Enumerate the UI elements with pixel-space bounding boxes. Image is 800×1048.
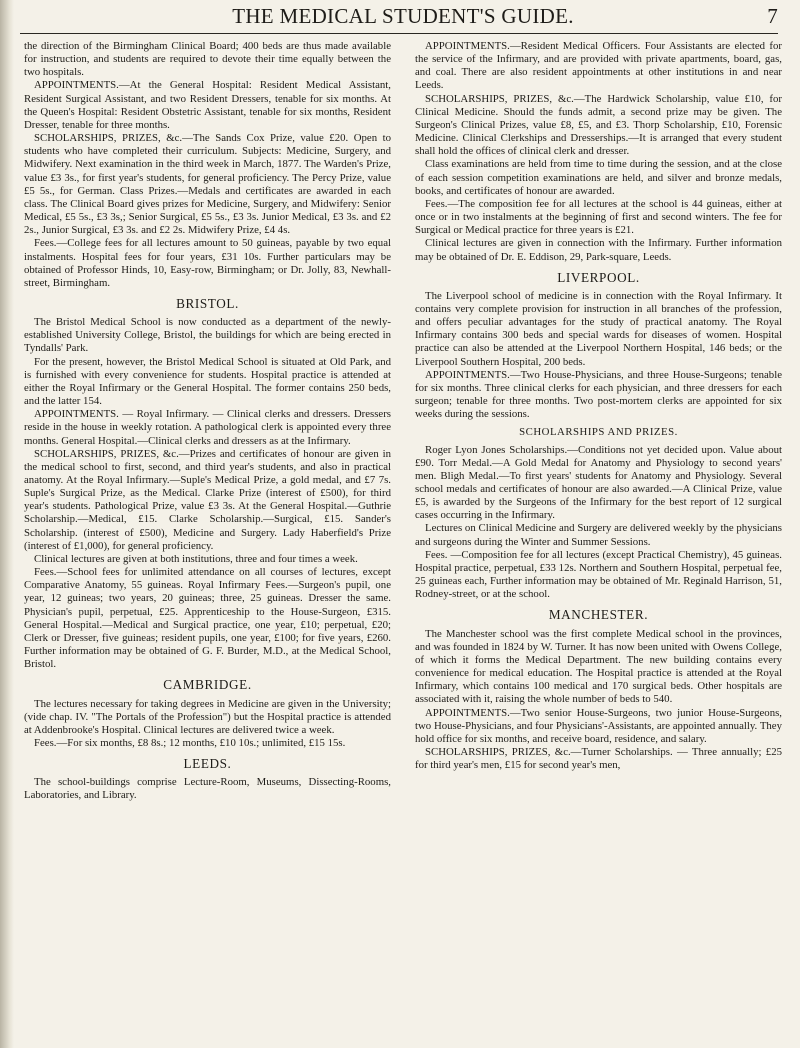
paragraph: SCHOLARSHIPS, PRIZES, &c.—Turner Scholarships. — Three annually; £25 for third year's men, £15 for second year's men, bbox=[415, 745, 782, 772]
paragraph: APPOINTMENTS.—At the General Hospital: Resident Medical Assistant, Resident Surgical Assistant, and two Resident Dressers, tenable for six months. At the Queen's Hospital: Resident Obstetric Assistant, tenable for six months, Resident Dresser, tenable for three months. bbox=[24, 79, 391, 131]
section-heading: CAMBRIDGE. bbox=[163, 677, 252, 693]
section-heading: LIVERPOOL. bbox=[557, 269, 640, 285]
paragraph: APPOINTMENTS.—Resident Medical Officers. Four Assistants are elected for the service of the Infirmary, and are provided with private apartments, board, gas, and coal. There are also resident appointments at other institutions in and near Leeds. bbox=[415, 40, 782, 92]
paragraph: The Bristol Medical School is now conducted as a department of the newly-established University College, Bristol, the buildings for which are being erected in Tyndalls' Park. bbox=[24, 316, 391, 355]
paragraph: The lectures necessary for taking degrees in Medicine are given in the University; (vide chap. IV. "The Portals of the Profession") but the Hospital practice is attended at Addenbrooke's Hospital. Clinical lectures are delivered twice a week. bbox=[24, 697, 391, 736]
paragraph: SCHOLARSHIPS, PRIZES, &c.—Prizes and certificates of honour are given in the medical school to first, second, and third year's students, and also in practical anatomy. At the Royal Infirmary.—Suple's Medical Prize, a gold medal, and £7 7s. Suple's Surgical Prize, as the Medical. Clarke Prize (interest of £500), for third year's students. Pathological Prize, value £3 3s. At the General Hospital.—Guthrie Scholarship.—Medical, £15. Clarke Scholarship.—Surgical, £15. Sander's Scholarship. (interest of £500), Medicine and Surgery. Lady Haberfield's Prize (interest of £1,000), for general proficiency. bbox=[24, 447, 391, 552]
paragraph: APPOINTMENTS.—Two House-Physicians, and three House-Surgeons; tenable for six months. Three clinical clerks for each physician, and three dressers for each surgeon; tenable for three months. Two post-mortem clerks are appointed for six weeks during the sessions. bbox=[415, 368, 782, 421]
section-heading: MANCHESTER. bbox=[548, 607, 649, 623]
paragraph: Lectures on Clinical Medicine and Surgery are delivered weekly by the physicians and surgeons during the Winter and Summer Sessions. bbox=[415, 522, 782, 548]
paragraph: Fees. —Composition fee for all lectures (except Practical Chemistry), 45 guineas. Hospital practice, perpetual, £33 12s. Northern and Southern Hospital, perpetual fee, 25 guineas each, Further information may be obtained of Mr. Reginald Harrison, 51, Rodney-street, or at the school. bbox=[415, 548, 782, 601]
left-column bbox=[24, 40, 391, 1040]
paragraph: The school-buildings comprise Lecture-Room, Museums, Dissecting-Rooms, Laboratories, and Library. bbox=[24, 776, 391, 802]
paragraph: SCHOLARSHIPS, PRIZES, &c.—The Hardwick Scholarship, value £10, for Clinical Medicine. Should the funds admit, a second prize may be given. The Surgeon's Clinical Prizes, value £8, £5, and £3. Thorp Scholarship, £10, Forensic Medicine. Clinical Clerkships and Dresserships.—It is arranged that every student shall hold the offices of clinical clerk and dresser. bbox=[415, 92, 782, 158]
section-heading: LEEDS. bbox=[183, 756, 232, 772]
paragraph: The Liverpool school of medicine is in connection with the Royal Infirmary. It contains very complete provision for instruction in all branches of the profession, and offers peculiar advantages for the study of practical anatomy. The Royal Infirmary contains 300 beds and special wards for diseases of women. Hospital practice can also be attended at the Liverpool Northern Hospital, 146 beds; or the Liverpool Southern Hospital, 200 beds. bbox=[415, 289, 782, 368]
paragraph: For the present, however, the Bristol Medical School is situated at Old Park, and is furnished with every convenience for students. Hospital practice is attended at either the Royal Infirmary or the General Hospital. The former contains 250 beds, and the latter 154. bbox=[24, 355, 391, 408]
paragraph: Fees.—College fees for all lectures amount to 50 guineas, payable by two equal instalments. Hospital fees for four years, £31 10s. Further particulars may be obtained of Professor Hinds, 10, Easy-row, Birmingham; or Dr. Jolly, 83, Newhall-street, Birmingham. bbox=[24, 237, 391, 289]
paragraph: Class examinations are held from time to time during the session, and at the close of each session competition examinations are held, and silver and bronze medals, books, and certificates of honour are awarded. bbox=[415, 158, 782, 197]
paragraph: Fees.—School fees for unlimited attendance on all courses of lectures, except Comparative Anatomy, 55 guineas. Royal Infirmary Fees.—Surgeon's pupil, one year, 12 guineas; two years, 20 guineas; three, 25 guineas. Dresser the same. Physician's pupil, perpetual, £25. Apprenticeship to the House-Surgeon, £315. General Hospital.—Medical and Surgical practice, one year, £10; perpetual, £20; Clerk or Dresser, five guineas; resident pupils, one year, £100; for five years, £260. Further information may be obtained of G. F. Burder, M.D., at the Medical School, Bristol. bbox=[24, 566, 391, 671]
paragraph: Fees.—The composition fee for all lectures at the school is 44 guineas, either at once or in two instalments at the beginning of first and second winters. The fee for Surgical or Medical practice for three years is £21. bbox=[415, 197, 782, 237]
header-rule bbox=[20, 33, 778, 34]
page-edge-shadow bbox=[0, 0, 14, 1048]
paragraph: Clinical lectures are given in connection with the Infirmary. Further information may be obtained of Dr. E. Eddison, 29, Park-square, Leeds. bbox=[415, 237, 782, 263]
paragraph: APPOINTMENTS.—Two senior House-Surgeons, two junior House-Surgeons, two House-Physicians, and four Physicians'-Assistants, are appointed annually. They hold office for six months, and receive board, residence, and salary. bbox=[415, 706, 782, 745]
running-header bbox=[28, 4, 778, 30]
paragraph: Fees.—For six months, £8 8s.; 12 months, £10 10s.; unlimited, £15 15s. bbox=[34, 736, 346, 749]
page-number: 7 bbox=[767, 4, 778, 28]
paragraph: Clinical lectures are given at both institutions, three and four times a week. bbox=[34, 552, 358, 565]
paragraph: APPOINTMENTS. — Royal Infirmary. — Clinical clerks and dressers. Dressers reside in the house in weekly rotation. A pathological clerk is appointed every three months. General Hospital.—Clinical clerks and dressers as at the Infirmary. bbox=[24, 408, 391, 447]
right-column bbox=[415, 40, 782, 1040]
page-title: THE MEDICAL STUDENT'S GUIDE. bbox=[232, 4, 574, 28]
paragraph: Roger Lyon Jones Scholarships.—Conditions not yet decided upon. Value about £90. Torr Medal.—A Gold Medal for Anatomy and Physiology to second years' men. Bligh Medal.—To first years' students for Anatomy and Physiology. Several school medals and certificates of honour are also awarded.—A Clinical Prize, value £5, is awarded by the Surgeons of the Infirmary for the best report of 12 surgical cases occurring in the Infirmary. bbox=[415, 443, 782, 522]
paragraph: the direction of the Birmingham Clinical Board; 400 beds are thus made available for instruction, and students are required to devote their time equally between the two hospitals. bbox=[24, 40, 391, 79]
paragraph: SCHOLARSHIPS, PRIZES, &c.—The Sands Cox Prize, value £20. Open to students who have completed their curriculum. Subjects: Medicine, Surgery, and Midwifery. Next examination in the third week in March, 1877. The Warden's Prize, value £3 3s., for first year's students, for general proficiency. The Percy Prize, value £5 5s., for German. Class Prizes.—Medals and certificates are awarded in each class. The Clinical Board gives prizes for Medicine, Surgery, and Midwifery: Senior Medical, £5 5s., £3 3s,; Senior Surgical, £5 5s., £3 3s. Junior Medical, £3 3s. and £2 2s., Junior Surgical, £3 3s. and £2 2s. Midwifery Prize, £4 4s. bbox=[24, 132, 391, 237]
section-heading: SCHOLARSHIPS AND PRIZES. bbox=[519, 426, 678, 439]
paragraph: The Manchester school was the first complete Medical school in the provinces, and was founded in 1824 by W. Turner. It has now been united with Owens College, of which it forms the Medical Department. The new building contains every convenience for medical education. The Hospital practice is attended at the Royal Infirmary, which contains 100 medical and 170 surgical beds. Other hospitals are associated with it, raising the whole number of beds to 540. bbox=[415, 627, 782, 706]
section-heading: BRISTOL. bbox=[176, 295, 239, 311]
